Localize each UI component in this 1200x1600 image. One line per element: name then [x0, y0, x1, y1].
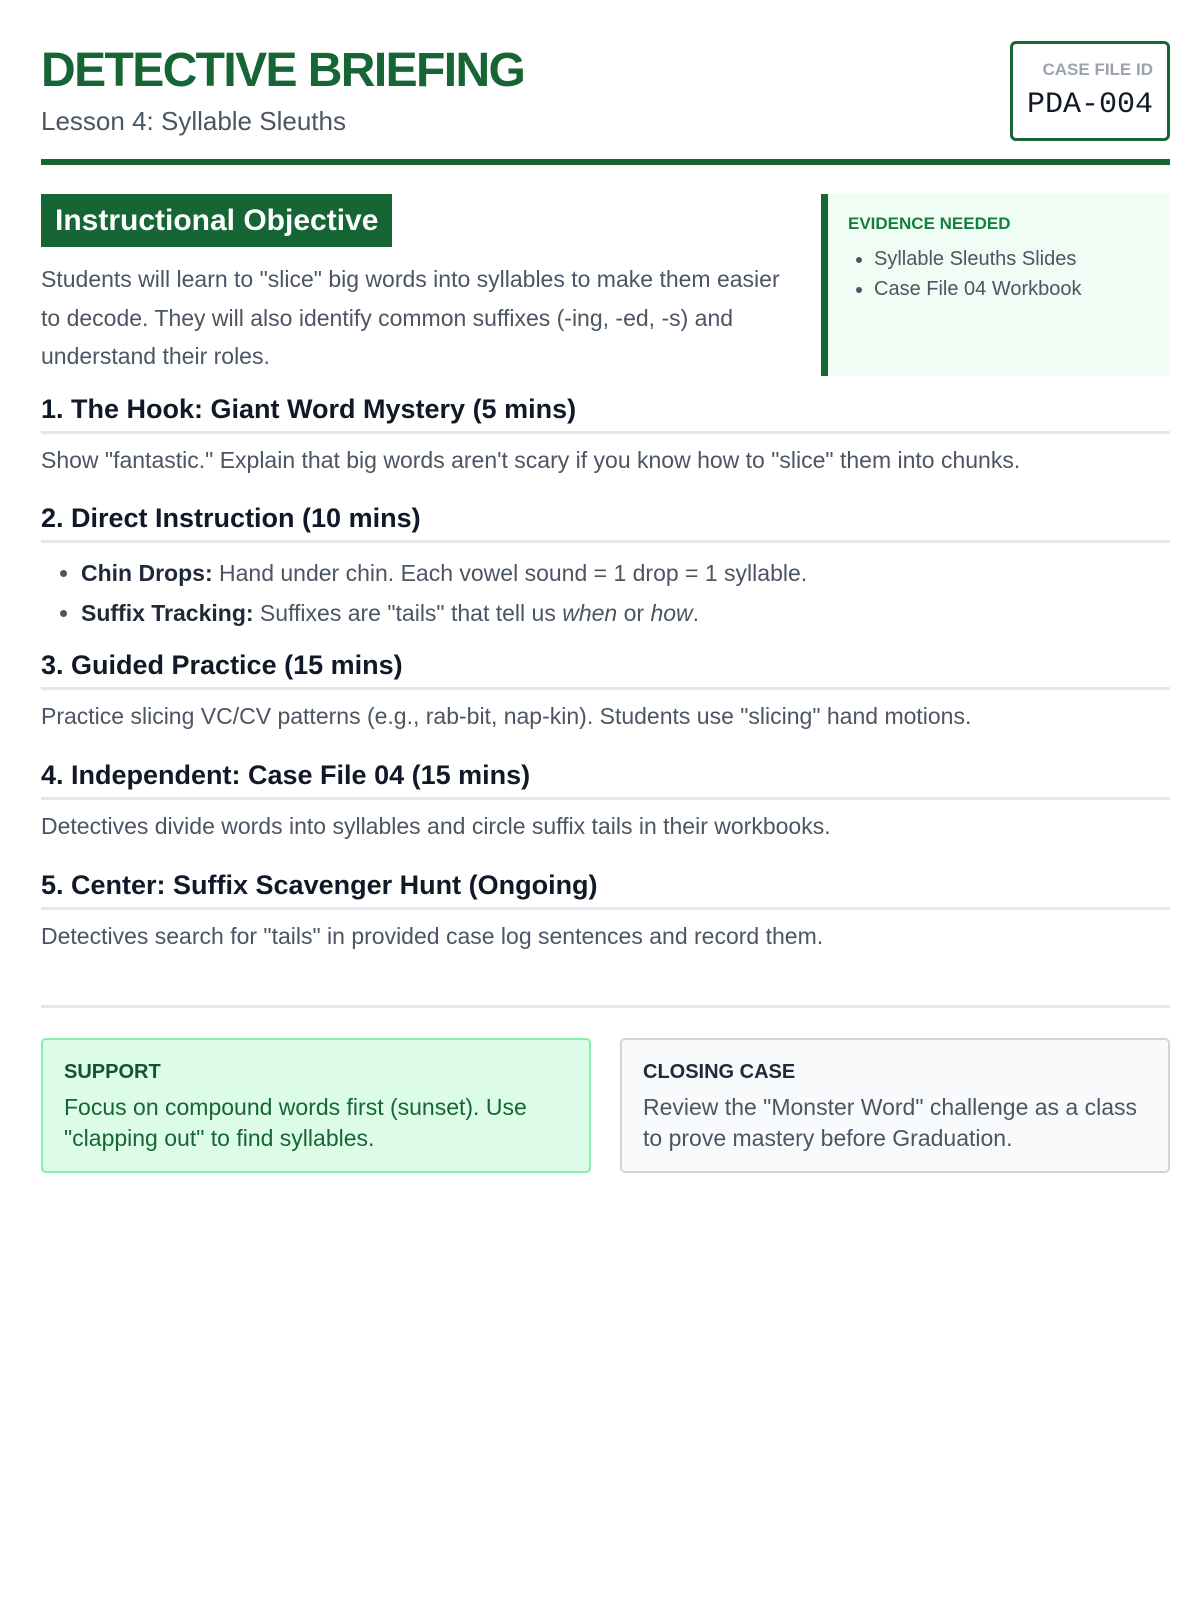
emphasis-when: when: [562, 600, 618, 626]
bullet-text: Hand under chin. Each vowel sound = 1 drop = 1 syllable.: [212, 560, 808, 586]
section-text: Detectives search for "tails" in provided case log sentences and record them.: [41, 923, 824, 949]
support-card: [41, 1038, 591, 1173]
header-divider: [41, 159, 1170, 165]
section-independent: [41, 762, 1170, 842]
closing-text: Review the "Monster Word" challenge as a class to prove mastery before Graduation.: [643, 1094, 1138, 1151]
emphasis-how: how: [650, 600, 693, 626]
objective-text: Students will learn to "slice" big words into syllables to make them easier to decode. They will also identify common suffixes (-ing, -ed, -s) and understand their roles.: [41, 266, 780, 369]
closing-label: CLOSING CASE: [643, 1061, 796, 1083]
evidence-item: • Syllable Sleuths Slides: [874, 244, 1170, 274]
section-text: Show "fantastic." Explain that big words aren't scary if you know how to "slice" them into chunks.: [41, 447, 1021, 473]
evidence-needed-box: [821, 194, 1170, 376]
support-text: Focus on compound words first (sunset). Use "clapping out" to find syllables.: [64, 1094, 527, 1151]
bullet-text: .: [692, 600, 700, 626]
section-heading: 2. Direct Instruction (10 mins): [41, 505, 1170, 543]
evidence-list: [848, 244, 1170, 304]
evidence-label: EVIDENCE NEEDED: [848, 214, 1011, 233]
objective-row: [41, 194, 1170, 376]
document-header: [41, 41, 1170, 165]
section-heading: 3. Guided Practice (15 mins): [41, 652, 1170, 690]
case-file-id: PDA-004: [1026, 88, 1153, 122]
bullet-text: or: [617, 600, 651, 626]
section-guided-practice: [41, 652, 1170, 732]
case-file-id-box: [1010, 41, 1170, 141]
section-divider: [41, 1005, 1170, 1008]
list-item: [81, 553, 1170, 593]
closing-case-card: [620, 1038, 1170, 1173]
lesson-plan-document: [41, 41, 1170, 1151]
section-text: Detectives divide words into syllables and circle suffix tails in their workbooks.: [41, 813, 831, 839]
section-text: Practice slicing VC/CV patterns (e.g., rab-bit, nap-kin). Students use "slicing" hand motions.: [41, 703, 972, 729]
lesson-subtitle: Lesson 4: Syllable Sleuths: [41, 106, 346, 136]
bullet-text: Suffixes are "tails" that tell us: [253, 600, 563, 626]
section-heading: 5. Center: Suffix Scavenger Hunt (Ongoing): [41, 872, 1170, 910]
section-heading: 1. The Hook: Giant Word Mystery (5 mins): [41, 396, 1170, 434]
page-title: DETECTIVE BRIEFING: [41, 44, 525, 97]
section-direct-instruction: [41, 505, 1170, 633]
list-item: [81, 593, 1170, 633]
bullet-term: Chin Drops:: [81, 560, 213, 586]
bullet-term: Suffix Tracking:: [81, 600, 254, 626]
case-file-label: CASE FILE ID: [1042, 60, 1153, 79]
section-center: [41, 872, 1170, 952]
section-hook: [41, 396, 1170, 476]
instruction-list: [41, 553, 1170, 633]
objective-heading: Instructional Objective: [41, 194, 392, 247]
section-heading: 4. Independent: Case File 04 (15 mins): [41, 762, 1170, 800]
support-label: SUPPORT: [64, 1061, 161, 1083]
evidence-item: • Case File 04 Workbook: [874, 274, 1170, 304]
